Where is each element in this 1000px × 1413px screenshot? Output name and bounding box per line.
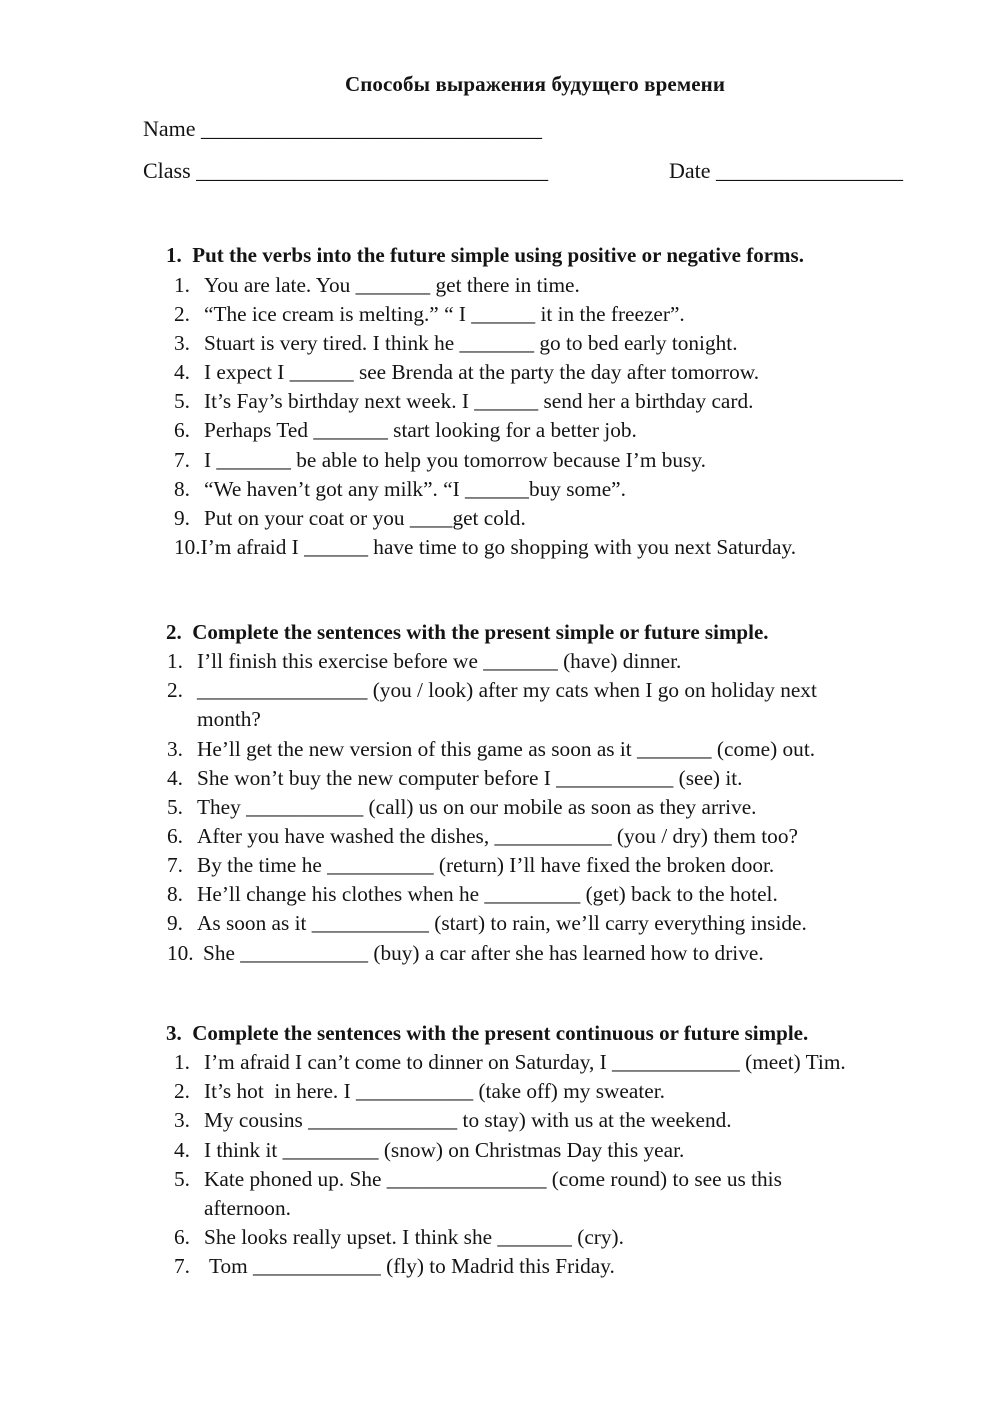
- item-text[interactable]: He’ll get the new version of this game as soon as it _______ (come) out.: [197, 737, 816, 761]
- item-number: 4.: [174, 360, 190, 384]
- section-1-item-4: [174, 360, 759, 385]
- item-text[interactable]: After you have washed the dishes, ___________ (you / dry) them too?: [197, 824, 798, 848]
- section-1-heading: 1. Put the verbs into the future simple using positive or negative forms.: [166, 243, 804, 267]
- section-2-item-9: [167, 911, 807, 936]
- item-number: 5.: [174, 1167, 190, 1191]
- section-3-item-7: [174, 1254, 615, 1279]
- item-number: 1.: [174, 1050, 190, 1074]
- section-1-item-3: [174, 331, 738, 356]
- worksheet-title: Способы выражения будущего времени: [344, 72, 726, 96]
- item-number: 4.: [174, 1138, 190, 1162]
- item-text[interactable]: Put on your coat or you ____get cold.: [204, 506, 526, 530]
- item-text[interactable]: My cousins ______________ to stay) with us at the weekend.: [204, 1108, 732, 1132]
- item-text[interactable]: She looks really upset. I think she _______ (cry).: [204, 1225, 624, 1249]
- section-3-item-6: [174, 1225, 624, 1250]
- item-text[interactable]: “The ice cream is melting.” “ I ______ it in the freezer”.: [204, 302, 685, 326]
- item-number: 8.: [167, 882, 183, 906]
- section-1-item-5: [174, 389, 753, 414]
- item-number: 5.: [167, 795, 183, 819]
- section-1-item-6: [174, 418, 637, 443]
- section-2-item-2: [167, 678, 817, 703]
- item-number: 2.: [174, 302, 190, 326]
- item-text[interactable]: It’s hot in here. I ___________ (take off) my sweater.: [204, 1079, 665, 1103]
- item-text[interactable]: “We haven’t got any milk”. “I ______buy some”.: [204, 477, 626, 501]
- section-3-item-5-continued: [174, 1196, 291, 1221]
- name-field[interactable]: Name _______________________________: [143, 116, 543, 141]
- item-number: 6.: [174, 1225, 190, 1249]
- section-2-item-5: [167, 795, 757, 820]
- item-text[interactable]: She ____________ (buy) a car after she has learned how to drive.: [203, 941, 764, 965]
- item-text[interactable]: I expect I ______ see Brenda at the party the day after tomorrow.: [204, 360, 760, 384]
- item-number: 1.: [174, 273, 190, 297]
- item-number: 7.: [167, 853, 183, 877]
- item-number: 10.: [174, 535, 201, 559]
- item-text[interactable]: I’m afraid I ______ have time to go shopping with you next Saturday.: [200, 535, 797, 559]
- item-number: 4.: [167, 766, 183, 790]
- class-field[interactable]: Class ________________________________: [143, 158, 549, 183]
- section-3-item-1: [174, 1050, 846, 1075]
- section-1-item-2: [174, 302, 685, 327]
- item-text[interactable]: She won’t buy the new computer before I ___________ (see) it.: [197, 766, 743, 790]
- item-number: 8.: [174, 477, 190, 501]
- item-number: 3.: [174, 1108, 190, 1132]
- item-number: 3.: [174, 331, 190, 355]
- section-2-item-4: [167, 766, 743, 791]
- section-1-item-8: [174, 477, 626, 502]
- item-text[interactable]: As soon as it ___________ (start) to rain, we’ll carry everything inside.: [197, 911, 807, 935]
- date-field[interactable]: Date _________________: [669, 158, 904, 183]
- section-3-item-2: [174, 1079, 665, 1104]
- item-text[interactable]: I’ll finish this exercise before we _______ (have) dinner.: [197, 649, 682, 673]
- item-text[interactable]: afternoon.: [204, 1196, 291, 1220]
- item-text[interactable]: ________________ (you / look) after my cats when I go on holiday next: [197, 678, 817, 702]
- item-number: 9.: [167, 911, 183, 935]
- item-text[interactable]: You are late. You _______ get there in time.: [204, 273, 580, 297]
- item-text[interactable]: It’s Fay’s birthday next week. I ______ send her a birthday card.: [204, 389, 754, 413]
- item-number: 2.: [167, 678, 183, 702]
- section-1-item-10: [174, 535, 796, 560]
- section-2-item-6: [167, 824, 798, 849]
- item-text[interactable]: month?: [197, 707, 261, 731]
- section-1-item-9: [174, 506, 526, 531]
- section-1-item-7: [174, 448, 706, 473]
- section-2-item-7: [167, 853, 774, 878]
- item-number: 2.: [174, 1079, 190, 1103]
- item-number: 3.: [167, 737, 183, 761]
- item-text[interactable]: They ___________ (call) us on our mobile as soon as they arrive.: [197, 795, 757, 819]
- item-number: 9.: [174, 506, 190, 530]
- item-number: 6.: [174, 418, 190, 442]
- section-2-item-1: [167, 649, 681, 674]
- item-text[interactable]: Kate phoned up. She _______________ (come round) to see us this: [204, 1167, 782, 1191]
- item-number: 7.: [174, 448, 190, 472]
- item-number: 5.: [174, 389, 190, 413]
- item-text[interactable]: I think it _________ (snow) on Christmas Day this year.: [204, 1138, 685, 1162]
- section-2-heading: 2. Complete the sentences with the present simple or future simple.: [166, 620, 769, 644]
- item-number: 6.: [167, 824, 183, 848]
- item-number: 1.: [167, 649, 183, 673]
- item-text[interactable]: By the time he __________ (return) I’ll have fixed the broken door.: [197, 853, 775, 877]
- item-text[interactable]: He’ll change his clothes when he _________ (get) back to the hotel.: [197, 882, 778, 906]
- section-2-item-10: [167, 941, 764, 966]
- section-3-item-5: [174, 1167, 782, 1192]
- section-3-item-4: [174, 1138, 684, 1163]
- item-text[interactable]: I’m afraid I can’t come to dinner on Saturday, I ____________ (meet) Tim.: [204, 1050, 846, 1074]
- item-text[interactable]: Tom ____________ (fly) to Madrid this Friday.: [204, 1254, 615, 1278]
- item-text[interactable]: I _______ be able to help you tomorrow because I’m busy.: [204, 448, 706, 472]
- section-2-item-8: [167, 882, 778, 907]
- section-2-item-2-continued: [167, 707, 261, 732]
- section-3-item-3: [174, 1108, 732, 1133]
- section-1-item-1: [174, 273, 580, 298]
- item-number: 7.: [174, 1254, 190, 1278]
- item-number: 10.: [167, 941, 194, 965]
- item-text[interactable]: Perhaps Ted _______ start looking for a better job.: [204, 418, 637, 442]
- item-text[interactable]: Stuart is very tired. I think he _______ go to bed early tonight.: [204, 331, 738, 355]
- section-3-heading: 3. Complete the sentences with the present continuous or future simple.: [166, 1021, 809, 1045]
- section-2-item-3: [167, 737, 815, 762]
